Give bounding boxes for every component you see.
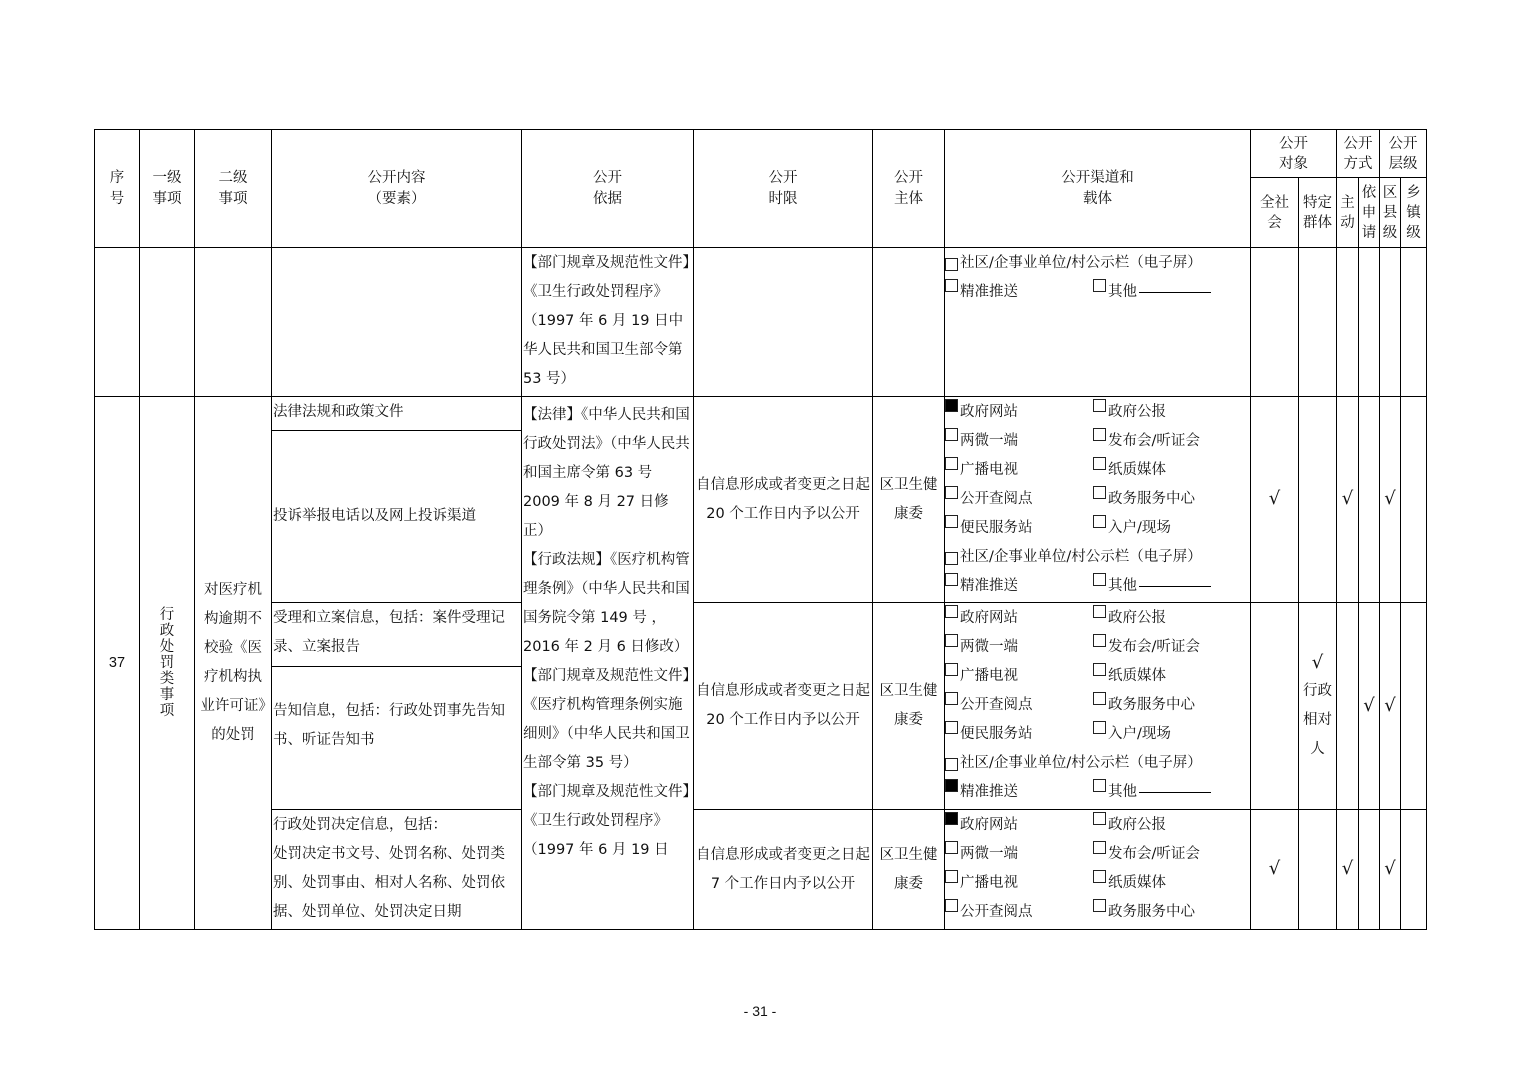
channel-other: 其他: [1093, 278, 1211, 307]
cont-method-apply: [1359, 248, 1380, 397]
channel-gov-gazette: 政府公报: [1093, 604, 1166, 633]
row37-sub2-target-all: [1251, 603, 1299, 810]
channel-two-micro: 两微一端: [945, 840, 1093, 869]
row37-sub3-deadline: 自信息形成或者变更之日起 7 个工作日内予以公开: [694, 810, 873, 930]
checkbox-icon: [945, 457, 958, 470]
checkbox-icon: [1093, 779, 1106, 792]
header-content: 公开内容（要素）: [272, 130, 522, 248]
checkbox-icon: [945, 258, 958, 271]
channel-door: 入户/现场: [1093, 720, 1171, 749]
channel-gov-site: 政府网站: [945, 811, 1093, 840]
checkbox-icon: [945, 841, 958, 854]
checkbox-icon: [945, 663, 958, 676]
channel-public-review: 公开查阅点: [945, 691, 1093, 720]
row37-sub2-channel: [945, 603, 1251, 810]
cont-content: [272, 248, 522, 397]
header-tier-district: 区县级: [1380, 178, 1401, 248]
checkbox-icon: [945, 486, 958, 499]
checkbox-icon: [945, 721, 958, 734]
channel-precise: 精准推送: [945, 778, 1093, 807]
row37-content-law: 法律法规和政策文件: [272, 397, 522, 431]
channel-paper: 纸质媒体: [1093, 456, 1166, 485]
row37-sub3-target-specific: [1299, 810, 1337, 930]
disclosure-table: [94, 129, 1427, 930]
checkbox-checked-icon: [945, 812, 958, 825]
cont-target-all: [1251, 248, 1299, 397]
cont-level1: [140, 248, 195, 397]
row37-level2: 对医疗机构逾期不校验《医疗机构执业许可证》的处罚: [195, 397, 272, 930]
channel-gov-site: 政府网站: [945, 604, 1093, 633]
page-number: - 31 -: [743, 1003, 777, 1019]
row37-sub1-tier-town: [1401, 397, 1427, 603]
row37-sub1-method-active: √: [1337, 397, 1359, 603]
channel-broadcast: 广播电视: [945, 456, 1093, 485]
row37-sub1-target-specific: [1299, 397, 1337, 603]
row37-content-acceptance: 受理和立案信息，包括：案件受理记录、立案报告: [272, 603, 522, 667]
cont-tier-town: [1401, 248, 1427, 397]
channel-two-micro: 两微一端: [945, 427, 1093, 456]
channel-gov-gazette: 政府公报: [1093, 398, 1166, 427]
channel-gov-gazette: 政府公报: [1093, 811, 1166, 840]
cont-tier-district: [1380, 248, 1401, 397]
channel-two-micro: 两微一端: [945, 633, 1093, 662]
checkbox-icon: [1093, 634, 1106, 647]
row37-sub2-target-specific: √ 行政相对人: [1299, 603, 1337, 810]
checkbox-checked-icon: [945, 399, 958, 412]
channel-other: 其他: [1093, 778, 1211, 807]
cont-method-active: [1337, 248, 1359, 397]
row37-sub3-method-active: √: [1337, 810, 1359, 930]
checkbox-icon: [945, 428, 958, 441]
header-target: 公开对象: [1251, 130, 1337, 178]
checkbox-icon: [1093, 279, 1106, 292]
checkbox-icon: [1093, 399, 1106, 412]
header-tier-town: 乡镇级: [1401, 178, 1427, 248]
checkbox-icon: [1093, 663, 1106, 676]
checkbox-icon: [945, 605, 958, 618]
cont-seq: [95, 248, 140, 397]
header-deadline: 公开时限: [694, 130, 873, 248]
row37-sub3-tier-district: √: [1380, 810, 1401, 930]
checkbox-icon: [945, 758, 958, 771]
channel-paper: 纸质媒体: [1093, 662, 1166, 691]
channel-precise: 精准推送: [945, 572, 1093, 601]
row37-sub3-target-all: √: [1251, 810, 1299, 930]
checkbox-icon: [1093, 899, 1106, 912]
row37-sub1-deadline: 自信息形成或者变更之日起 20 个工作日内予以公开: [694, 397, 873, 603]
header-target-specific: 特定群体: [1299, 178, 1337, 248]
checkbox-checked-icon: [945, 779, 958, 792]
row37-sub3-subject: 区卫生健康委: [873, 810, 945, 930]
checkbox-icon: [945, 634, 958, 647]
header-subject: 公开主体: [873, 130, 945, 248]
checkbox-icon: [945, 573, 958, 586]
row37-content-notice: 告知信息，包括：行政处罚事先告知书、听证告知书: [272, 667, 522, 810]
checkbox-icon: [945, 515, 958, 528]
row37-basis: 【法律】《中华人民共和国行政处罚法》（中华人民共和国主席令第 63 号 2009 年 8 月 27 日修正） 【行政法规】《医疗机构管理条例》（中华人民共和国国务院令第 149 号 ，2016 年 2 月 6 日修改） 【部门规章及规范性文件】《医疗机构管理条例实施细则》（中华人民共和国卫生部令第 35 号） 【部门规章及规范性文件】《卫生行政处罚程序》（1997 年 6 月 19 日: [522, 397, 694, 930]
header-basis: 公开依据: [522, 130, 694, 248]
row37-sub2-target-specific-mark: √: [1311, 652, 1324, 673]
row37-sub1-method-apply: [1359, 397, 1380, 603]
checkbox-icon: [945, 552, 958, 565]
row37-sub2-method-apply: √: [1359, 603, 1380, 810]
cont-channel: [945, 248, 1251, 397]
cont-basis: 【部门规章及规范性文件】《卫生行政处罚程序》（1997 年 6 月 19 日中华人民共和国卫生部令第 53 号）: [522, 248, 694, 397]
channel-paper: 纸质媒体: [1093, 869, 1166, 898]
cont-deadline: [694, 248, 873, 397]
row37-content-decision: 行政处罚决定信息，包括： 处罚决定书文号、处罚名称、处罚类别、处罚事由、相对人名称、处罚依据、处罚单位、处罚决定日期: [272, 810, 522, 930]
channel-press: 发布会/听证会: [1093, 633, 1200, 662]
header-level1: 一级事项: [140, 130, 195, 248]
row37-sub2-deadline: 自信息形成或者变更之日起 20 个工作日内予以公开: [694, 603, 873, 810]
row37-sub1-channel: [945, 397, 1251, 603]
channel-gov-site: 政府网站: [945, 398, 1093, 427]
channel-service-center: 政务服务中心: [1093, 691, 1195, 720]
channel-door: 入户/现场: [1093, 514, 1171, 543]
row37-sub1-tier-district: √: [1380, 397, 1401, 603]
row37-sub1-target-all: √: [1251, 397, 1299, 603]
channel-broadcast: 广播电视: [945, 662, 1093, 691]
checkbox-icon: [945, 692, 958, 705]
header-method-apply: 依申请: [1359, 178, 1380, 248]
channel-community: 社区/企事业单位/村公示栏（电子屏）: [945, 749, 1250, 778]
header-seq: 序号: [95, 130, 140, 248]
header-method: 公开方式: [1337, 130, 1380, 178]
channel-convenience: 便民服务站: [945, 514, 1093, 543]
checkbox-icon: [1093, 870, 1106, 883]
row37-sub3-method-apply: [1359, 810, 1380, 930]
row37-sub2-tier-town: [1401, 603, 1427, 810]
channel-community: 社区/企事业单位/村公示栏（电子屏）: [945, 543, 1250, 572]
channel-precise: 精准推送: [945, 278, 1093, 307]
row37-sub2-tier-district: √: [1380, 603, 1401, 810]
header-target-all: 全社会: [1251, 178, 1299, 248]
row37-sub1-subject: 区卫生健康委: [873, 397, 945, 603]
checkbox-icon: [1093, 841, 1106, 854]
row37-level1: 行政处罚类事项: [140, 397, 195, 930]
channel-press: 发布会/听证会: [1093, 840, 1200, 869]
row37-seq: 37: [95, 397, 140, 930]
channel-convenience: 便民服务站: [945, 720, 1093, 749]
checkbox-icon: [1093, 692, 1106, 705]
channel-public-review: 公开查阅点: [945, 898, 1093, 927]
row37-sub2-subject: 区卫生健康委: [873, 603, 945, 810]
checkbox-icon: [1093, 605, 1106, 618]
checkbox-icon: [1093, 428, 1106, 441]
channel-press: 发布会/听证会: [1093, 427, 1200, 456]
header-level2: 二级事项: [195, 130, 272, 248]
channel-service-center: 政务服务中心: [1093, 898, 1195, 927]
row37-sub3-tier-town: [1401, 810, 1427, 930]
channel-community: 社区/企事业单位/村公示栏（电子屏）: [945, 249, 1250, 278]
checkbox-icon: [1093, 573, 1106, 586]
row37-content-complaint: 投诉举报电话以及网上投诉渠道: [272, 431, 522, 603]
checkbox-icon: [1093, 812, 1106, 825]
cont-target-specific: [1299, 248, 1337, 397]
channel-public-review: 公开查阅点: [945, 485, 1093, 514]
header-tier: 公开层级: [1380, 130, 1427, 178]
checkbox-icon: [1093, 457, 1106, 470]
header-method-active: 主动: [1337, 178, 1359, 248]
checkbox-icon: [1093, 486, 1106, 499]
cont-level2: [195, 248, 272, 397]
checkbox-icon: [945, 870, 958, 883]
checkbox-icon: [1093, 721, 1106, 734]
channel-other: 其他: [1093, 572, 1211, 601]
header-channel: 公开渠道和载体: [945, 130, 1251, 248]
cont-subject: [873, 248, 945, 397]
row37-sub2-method-active: [1337, 603, 1359, 810]
checkbox-icon: [945, 279, 958, 292]
checkbox-icon: [1093, 515, 1106, 528]
row37-sub3-channel: [945, 810, 1251, 930]
channel-broadcast: 广播电视: [945, 869, 1093, 898]
channel-service-center: 政务服务中心: [1093, 485, 1195, 514]
checkbox-icon: [945, 899, 958, 912]
